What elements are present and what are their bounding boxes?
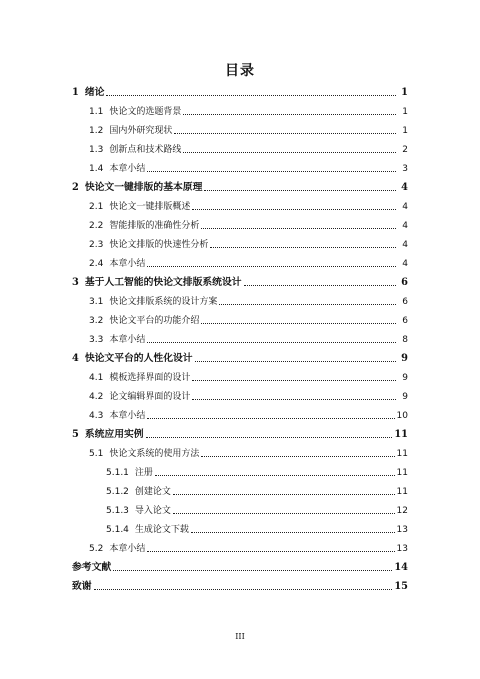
dot-leader <box>113 569 392 571</box>
toc-entry-title: 快论文排版系统的设计方案 <box>109 297 218 307</box>
toc-entry-title: 智能排版的准确性分析 <box>109 221 200 231</box>
toc-title: 目录 <box>225 63 255 79</box>
toc-entry-number: 5.2 <box>89 544 104 554</box>
toc-entry-title: 本章小结 <box>109 335 146 345</box>
dot-leader <box>201 455 394 457</box>
toc-entry-page: 6 <box>401 277 408 288</box>
toc-entry-title: 本章小结 <box>109 544 146 554</box>
toc-entry-page: 9 <box>402 392 408 402</box>
toc-entry-number: 5.1 <box>89 449 104 459</box>
dot-leader <box>219 303 396 305</box>
dot-leader <box>192 379 396 381</box>
toc-entry[interactable] <box>89 142 408 156</box>
toc-entry-title: 快论文平台的人性化设计 <box>84 353 193 364</box>
toc-entry-number: 3.3 <box>89 335 104 345</box>
toc-entry-page: 1 <box>401 87 408 98</box>
toc-entry-title: 系统应用实例 <box>84 429 144 440</box>
dot-leader <box>191 531 395 533</box>
toc-entry-number: 4.1 <box>89 373 104 383</box>
toc-entry-title: 基于人工智能的快论文排版系统设计 <box>84 277 242 288</box>
toc-entry-title: 绪论 <box>84 87 105 98</box>
page-number: III <box>235 632 245 641</box>
dot-leader <box>106 94 396 96</box>
toc-entry-title: 生成论文下载 <box>134 525 189 535</box>
toc-entry-number: 2.2 <box>89 221 104 231</box>
toc-entry[interactable] <box>89 408 408 422</box>
toc-entry-title: 注册 <box>134 468 153 478</box>
toc-entry[interactable] <box>106 465 408 479</box>
toc-entry[interactable] <box>89 123 408 137</box>
dot-leader <box>244 284 396 286</box>
toc-entry-page: 11 <box>394 429 408 440</box>
toc-entry-number: 2.1 <box>89 202 104 212</box>
toc-entry-title: 创建论文 <box>134 487 171 497</box>
toc-entry-page: 4 <box>402 259 408 269</box>
toc-entry-number: 5 <box>72 429 79 440</box>
dot-leader <box>192 208 396 210</box>
dot-leader <box>204 189 396 191</box>
toc-entry-page: 11 <box>396 468 408 478</box>
toc-entry-number: 5.1.2 <box>106 487 129 497</box>
dot-leader <box>147 417 394 419</box>
toc-entry-number: 4.2 <box>89 392 104 402</box>
toc-entry-page: 13 <box>396 525 408 535</box>
toc-entry[interactable] <box>72 560 408 574</box>
toc-entry[interactable] <box>89 199 408 213</box>
toc-entry-page: 4 <box>402 202 408 212</box>
toc-entry-number: 2.3 <box>89 240 104 250</box>
toc-entry[interactable] <box>89 389 408 403</box>
toc-entry[interactable] <box>89 237 408 251</box>
dot-leader <box>183 151 396 153</box>
toc-entry[interactable] <box>89 256 408 270</box>
toc-entry-page: 15 <box>394 581 408 592</box>
toc-entry[interactable] <box>72 427 408 441</box>
toc-entry-number: 4 <box>72 353 79 364</box>
toc-entry-title: 创新点和技术路线 <box>109 145 182 155</box>
toc-entry[interactable] <box>72 351 408 365</box>
toc-entry[interactable] <box>89 218 408 232</box>
toc-entry-number: 2.4 <box>89 259 104 269</box>
toc-entry[interactable] <box>72 579 408 593</box>
toc-entry[interactable] <box>89 541 408 555</box>
dot-leader <box>192 398 396 400</box>
toc-entry-number: 2 <box>72 182 79 193</box>
toc-entry-number: 1.4 <box>89 164 104 174</box>
toc-entry-title: 论文编辑界面的设计 <box>109 392 191 402</box>
dot-leader <box>201 227 396 229</box>
toc-entry-title: 本章小结 <box>109 259 146 269</box>
toc-entry[interactable] <box>72 275 408 289</box>
toc-entry[interactable] <box>72 85 408 99</box>
toc-entry-page: 14 <box>394 562 408 573</box>
toc-entry-number: 1 <box>72 87 79 98</box>
toc-entry-number: 1.3 <box>89 145 104 155</box>
toc-entry-page: 11 <box>396 487 408 497</box>
toc-entry-title: 快论文平台的功能介绍 <box>109 316 200 326</box>
toc-entry-page: 13 <box>396 544 408 554</box>
toc-entry-title: 国内外研究现状 <box>109 126 173 136</box>
toc-entry-page: 3 <box>402 164 408 174</box>
toc-entry-title: 快论文一键排版概述 <box>109 202 191 212</box>
toc-entry-page: 1 <box>402 126 408 136</box>
toc-entry-page: 8 <box>402 335 408 345</box>
toc-entry[interactable] <box>89 332 408 346</box>
toc-entry-title: 快论文的选题背景 <box>109 107 182 117</box>
toc-entry-number: 5.1.4 <box>106 525 129 535</box>
toc-entry-page: 12 <box>396 506 408 516</box>
toc-entry-page: 4 <box>402 221 408 231</box>
toc-entry-page: 6 <box>402 316 408 326</box>
toc-entry-page: 4 <box>401 182 408 193</box>
toc-entry[interactable] <box>89 446 408 460</box>
toc-entry-page: 6 <box>402 297 408 307</box>
dot-leader <box>155 474 395 476</box>
toc-entry-number: 3 <box>72 277 79 288</box>
toc-entry-title: 本章小结 <box>109 411 146 421</box>
toc-entry-title: 参考文献 <box>72 562 112 573</box>
toc-entry[interactable] <box>89 370 408 384</box>
toc-entry-number: 5.1.3 <box>106 506 129 516</box>
dot-leader <box>147 341 396 343</box>
toc-entry[interactable] <box>89 104 408 118</box>
dot-leader <box>146 436 393 438</box>
dot-leader <box>183 113 396 115</box>
toc-entry[interactable] <box>89 313 408 327</box>
dot-leader <box>174 132 396 134</box>
dot-leader <box>147 170 396 172</box>
toc-entry[interactable] <box>106 522 408 536</box>
toc-entry-page: 10 <box>396 411 408 421</box>
toc-entry-title: 快论文排版的快速性分析 <box>109 240 209 250</box>
toc-entry-number: 1.2 <box>89 126 104 136</box>
toc-entry-title: 模板选择界面的设计 <box>109 373 191 383</box>
toc-entry-page: 9 <box>401 353 408 364</box>
toc-entry-number: 3.2 <box>89 316 104 326</box>
toc-entry[interactable] <box>89 161 408 175</box>
dot-leader <box>173 493 395 495</box>
toc-entry[interactable] <box>106 484 408 498</box>
toc-entry[interactable] <box>89 294 408 308</box>
toc-entry-title: 导入论文 <box>134 506 171 516</box>
toc-entry-page: 11 <box>396 449 408 459</box>
toc-entry-page: 4 <box>402 240 408 250</box>
toc-entry-page: 2 <box>402 145 408 155</box>
dot-leader <box>173 512 395 514</box>
toc-entry-title: 快论文一键排版的基本原理 <box>84 182 203 193</box>
toc-entry-title: 快论文系统的使用方法 <box>109 449 200 459</box>
toc-entry-page: 1 <box>402 107 408 117</box>
toc-entry-number: 4.3 <box>89 411 104 421</box>
toc-entry-page: 9 <box>402 373 408 383</box>
dot-leader <box>94 588 393 590</box>
toc-entry-number: 3.1 <box>89 297 104 307</box>
toc-entry-title: 本章小结 <box>109 164 146 174</box>
dot-leader <box>201 322 396 324</box>
toc-entry-title: 致谢 <box>72 581 92 592</box>
toc-entry-number: 1.1 <box>89 107 104 117</box>
toc-entry[interactable] <box>72 180 408 194</box>
toc-entry-number: 5.1.1 <box>106 468 129 478</box>
dot-leader <box>147 265 396 267</box>
dot-leader <box>147 550 394 552</box>
dot-leader <box>210 246 396 248</box>
toc-entry[interactable] <box>106 503 408 517</box>
dot-leader <box>195 360 396 362</box>
